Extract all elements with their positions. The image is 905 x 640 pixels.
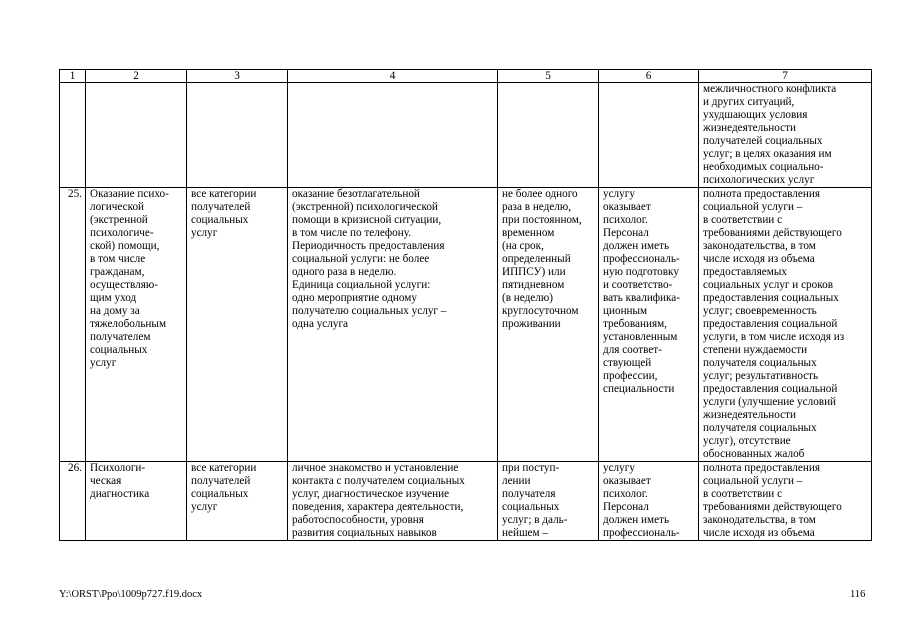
cell-line: услуг; результативность (703, 370, 819, 382)
cell-line: вать квалифика- (603, 292, 680, 304)
cell-line: социальных (502, 501, 560, 513)
table-row (60, 83, 872, 188)
cell-line: услуг (191, 501, 218, 513)
recipients-cell (187, 462, 288, 541)
cell-line: тяжелобольным (90, 318, 167, 330)
column-number-row (60, 70, 872, 83)
cell-line: Персонал (603, 501, 649, 513)
column-number: 3 (187, 70, 288, 83)
row-number: 26. (60, 462, 86, 541)
cell-line: ухудшающих условия (703, 109, 808, 121)
cell-line: социальной услуги – (703, 201, 803, 213)
cell-line: социальных (191, 488, 249, 500)
cell-line: профессиональ- (603, 527, 680, 539)
cell-line: осуществляю- (90, 279, 158, 291)
cell-line: и соответство- (603, 279, 673, 291)
cell-line: и других ситуаций, (703, 96, 795, 108)
row-number (60, 83, 86, 188)
cell-line: ческая (90, 475, 122, 487)
table-row (60, 462, 872, 541)
cell-line: профессии, (603, 370, 658, 382)
cell-line: получателя социальных (703, 422, 817, 434)
cell-line: социальной услуги – (703, 475, 803, 487)
cell-line: для соответ- (603, 344, 662, 356)
cell-line: все категории (191, 462, 257, 474)
cell-line: услуг), отсутствие (703, 435, 791, 447)
cell-line: услуг; в даль- (502, 514, 568, 526)
column-number: 2 (86, 70, 187, 83)
cell-line: предоставления социальной (703, 383, 838, 395)
cell-line: услугу (603, 462, 635, 474)
quality-cell (699, 188, 872, 462)
provider-cell (599, 188, 699, 462)
cell-line: работоспособности, уровня (292, 514, 424, 526)
cell-line: предоставления социальной (703, 318, 838, 330)
cell-line: получателю социальных услуг – (292, 305, 447, 317)
service-name-cell (86, 188, 187, 462)
cell-line: гражданам, (90, 266, 145, 278)
cell-line: специальности (603, 383, 675, 395)
cell-line: услуг; в целях оказания им (703, 148, 832, 160)
cell-line: полнота предоставления (703, 462, 820, 474)
cell-line: требованиями действующего (703, 227, 842, 239)
cell-line: контакта с получателем социальных (292, 475, 465, 487)
quality-cell (699, 462, 872, 541)
cell-line: межличностного конфликта (703, 83, 837, 95)
cell-line: законодательства, в том (703, 514, 816, 526)
services-table (59, 69, 872, 541)
cell-line: (экстренной) психологической (292, 201, 438, 213)
cell-line: требованиям, (603, 318, 667, 330)
cell-line: ционным (603, 305, 648, 317)
quality-cell (699, 83, 872, 188)
cell-line: услуги (улучшение условий (703, 396, 837, 408)
cell-line: одного раза в неделю. (292, 266, 397, 278)
cell-line: раза в неделю, (502, 201, 572, 213)
description-cell (288, 188, 498, 462)
cell-line: в том числе по телефону. (292, 227, 412, 239)
cell-line: щим уход (90, 292, 137, 304)
cell-line: социальных услуг и сроков (703, 279, 833, 291)
cell-line: при поступ- (502, 462, 560, 474)
cell-line: получателя социальных (703, 357, 817, 369)
cell-line: установленным (603, 331, 678, 343)
cell-line: психолог. (603, 488, 648, 500)
column-number: 6 (599, 70, 699, 83)
cell-line: при постоянном, (502, 214, 582, 226)
cell-line: услуг (191, 227, 218, 239)
cell-line: психолог. (603, 214, 648, 226)
cell-line: предоставляемых (703, 266, 787, 278)
cell-line: услуг, диагностическое изучение (292, 488, 450, 500)
row-number: 25. (60, 188, 86, 462)
cell-line: должен иметь (603, 514, 670, 526)
cell-line: (экстренной (90, 214, 148, 226)
cell-line: получателя (502, 488, 556, 500)
column-number: 5 (498, 70, 599, 83)
recipients-cell (187, 188, 288, 462)
cell-line: необходимых социально- (703, 161, 824, 173)
cell-line: проживании (502, 318, 561, 330)
description-cell (288, 462, 498, 541)
cell-line: Оказание психо- (90, 188, 169, 200)
cell-line: Персонал (603, 227, 649, 239)
cell-line: полнота предоставления (703, 188, 820, 200)
cell-line: числе исходя из объема (703, 527, 815, 539)
cell-line: услуг (90, 357, 117, 369)
recipients-cell (187, 83, 288, 188)
cell-line: пятидневном (502, 279, 565, 291)
description-cell (288, 83, 498, 188)
cell-line: одна услуга (292, 318, 349, 330)
cell-line: поведения, характера деятельности, (292, 501, 464, 513)
cell-line: в том числе (90, 253, 146, 265)
footer-file-path: Y:\ORST\Ppo\1009p727.f19.docx (59, 589, 203, 600)
cell-line: определенный (502, 253, 571, 265)
cell-line: социальной услуги: не более (292, 253, 430, 265)
cell-line: психологических услуг (703, 174, 815, 186)
cell-line: в соответствии с (703, 488, 783, 500)
cell-line: ную подготовку (603, 266, 679, 278)
cell-line: ской) помощи, (90, 240, 160, 252)
cell-line: (на срок, (502, 240, 544, 252)
cell-line: на дому за (90, 305, 140, 317)
cell-line: Периодичность предоставления (292, 240, 445, 252)
frequency-cell (498, 188, 599, 462)
cell-line: круглосуточном (502, 305, 579, 317)
cell-line: услуги, в том числе исходя из (703, 331, 845, 343)
cell-line: числе исходя из объема (703, 253, 815, 265)
cell-line: лении (502, 475, 531, 487)
cell-line: законодательства, в том (703, 240, 816, 252)
cell-line: получателей (191, 201, 251, 213)
cell-line: профессиональ- (603, 253, 680, 265)
service-name-cell (86, 462, 187, 541)
table-row (60, 188, 872, 462)
cell-line: услуг; своевременность (703, 305, 817, 317)
cell-line: услугу (603, 188, 635, 200)
cell-line: оказание безотлагательной (292, 188, 420, 200)
cell-line: (в неделю) (502, 292, 553, 304)
provider-cell (599, 462, 699, 541)
cell-line: жизнедеятельности (703, 122, 796, 134)
cell-line: должен иметь (603, 240, 670, 252)
cell-line: требованиями действующего (703, 501, 842, 513)
cell-line: оказывает (603, 475, 651, 487)
cell-line: временном (502, 227, 555, 239)
cell-line: в соответствии с (703, 214, 783, 226)
cell-line: социальных (90, 344, 148, 356)
column-number: 7 (699, 70, 872, 83)
cell-line: получателей (191, 475, 251, 487)
cell-line: получателей социальных (703, 135, 823, 147)
frequency-cell (498, 462, 599, 541)
column-number: 4 (288, 70, 498, 83)
cell-line: предоставления социальных (703, 292, 839, 304)
cell-line: не более одного (502, 188, 578, 200)
cell-line: психологиче- (90, 227, 154, 239)
cell-line: развития социальных навыков (292, 527, 437, 539)
cell-line: логической (90, 201, 145, 213)
cell-line: получателем (90, 331, 151, 343)
cell-line: обоснованных жалоб (703, 448, 805, 460)
cell-line: оказывает (603, 201, 651, 213)
cell-line: Единица социальной услуги: (292, 279, 431, 291)
column-number: 1 (60, 70, 86, 83)
cell-line: социальных (191, 214, 249, 226)
cell-line: Психологи- (90, 462, 146, 474)
service-name-cell (86, 83, 187, 188)
cell-line: нейшем – (502, 527, 548, 539)
cell-line: все категории (191, 188, 257, 200)
cell-line: личное знакомство и установление (292, 462, 459, 474)
cell-line: ствующей (603, 357, 652, 369)
cell-line: одно мероприятие одному (292, 292, 417, 304)
page-number: 116 (850, 589, 866, 600)
cell-line: ИППСУ) или (502, 266, 566, 278)
cell-line: диагностика (90, 488, 150, 500)
provider-cell (599, 83, 699, 188)
cell-line: жизнедеятельности (703, 409, 796, 421)
frequency-cell (498, 83, 599, 188)
cell-line: степени нуждаемости (703, 344, 808, 356)
cell-line: помощи в кризисной ситуации, (292, 214, 442, 226)
